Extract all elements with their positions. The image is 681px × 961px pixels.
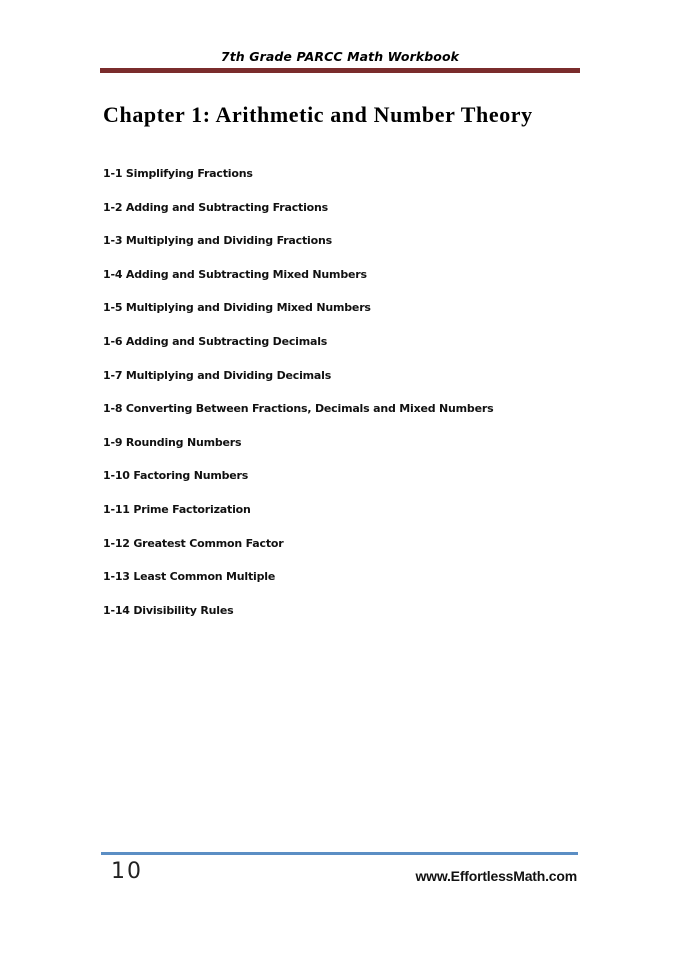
toc-item-1-8: 1-8 Converting Between Fractions, Decimals and Mixed Numbers — [103, 402, 494, 416]
footer-url: www.EffortlessMath.com — [415, 868, 577, 884]
toc-item-1-6: 1-6 Adding and Subtracting Decimals — [103, 334, 328, 348]
footer-rule — [101, 852, 578, 855]
page-header-title: 7th Grade PARCC Math Workbook — [220, 49, 460, 64]
toc-item-1-10: 1-10 Factoring Numbers — [103, 469, 249, 483]
toc-item-1-11: 1-11 Prime Factorization — [103, 502, 251, 516]
chapter-title: Chapter 1: Arithmetic and Number Theory — [103, 102, 533, 127]
toc-item-1-9: 1-9 Rounding Numbers — [103, 435, 242, 449]
header-rule — [100, 68, 580, 73]
toc-item-1-13: 1-13 Least Common Multiple — [103, 570, 276, 584]
toc-item-1-14: 1-14 Divisibility Rules — [103, 603, 234, 617]
table-of-contents — [103, 166, 493, 636]
toc-item-1-5: 1-5 Multiplying and Dividing Mixed Numbers — [103, 301, 371, 315]
toc-item-1-4: 1-4 Adding and Subtracting Mixed Numbers — [103, 267, 367, 281]
toc-item-1-12: 1-12 Greatest Common Factor — [103, 536, 284, 550]
toc-item-1-3: 1-3 Multiplying and Dividing Fractions — [103, 234, 332, 248]
toc-item-1-2: 1-2 Adding and Subtracting Fractions — [103, 200, 328, 214]
toc-item-1-7: 1-7 Multiplying and Dividing Decimals — [103, 368, 332, 382]
page-number: 10 — [111, 859, 143, 884]
toc-item-1-1: 1-1 Simplifying Fractions — [103, 167, 253, 180]
